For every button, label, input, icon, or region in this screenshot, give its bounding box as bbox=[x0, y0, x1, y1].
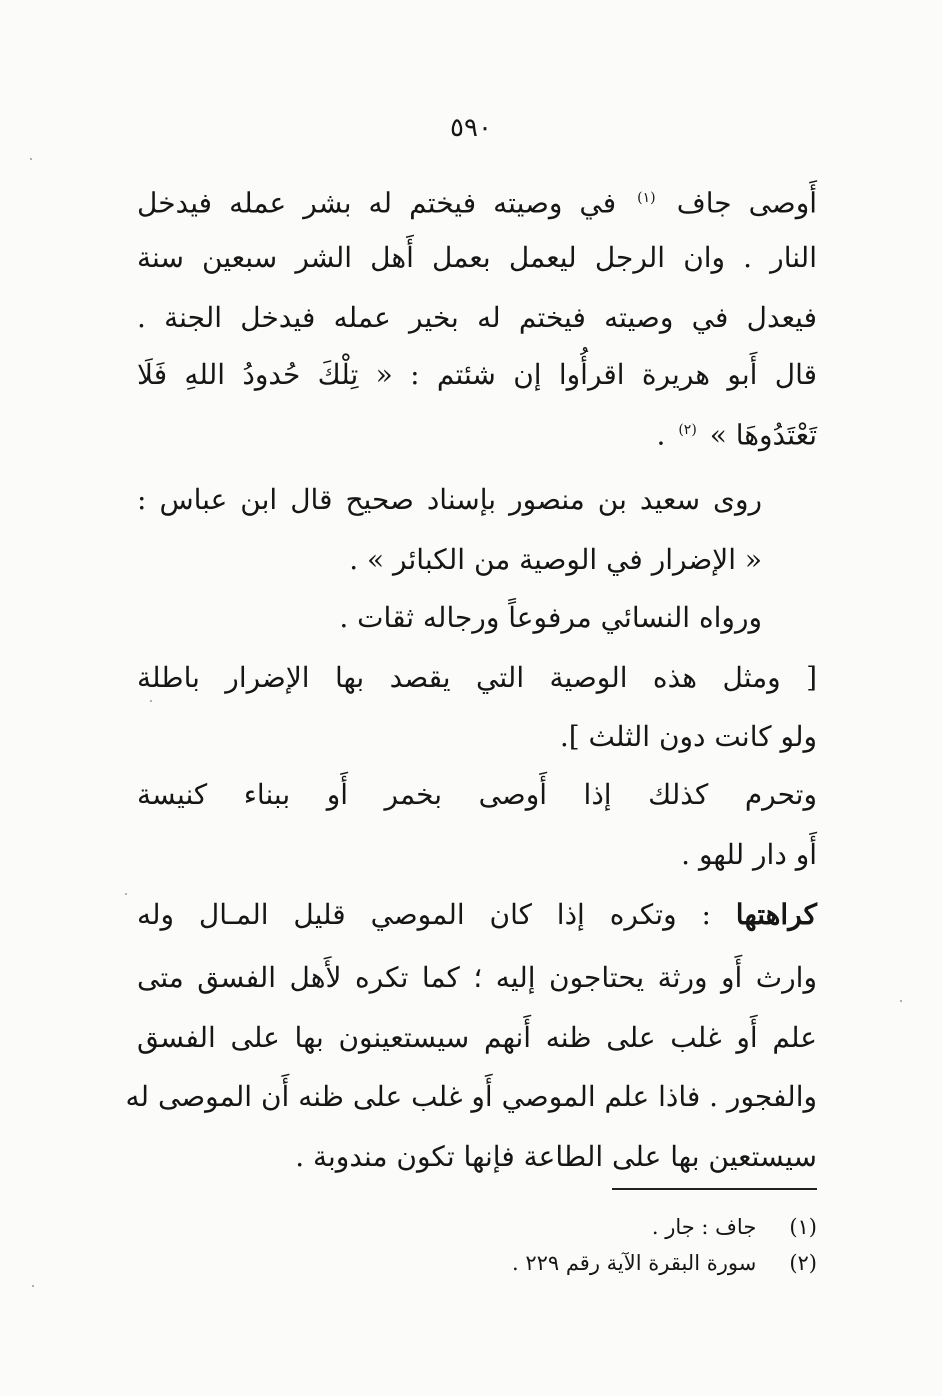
paragraph-1-line-5 bbox=[137, 410, 817, 455]
paragraph-2-line-1: روى سعيد بن منصور بإسناد صحيح قال ابن عباس : bbox=[137, 483, 762, 516]
footnote-ref-2: (٢) bbox=[678, 422, 697, 438]
paragraph-2-line-3: ورواه النسائي مرفوعاً ورجاله ثقات . bbox=[339, 601, 762, 634]
footnote-number: (٢) bbox=[789, 1251, 817, 1275]
footnote-text: جاف : جار . bbox=[651, 1215, 757, 1239]
paragraph-5-line-5: سيستعين بها على الطاعة فإنها تكون مندوبة . bbox=[295, 1140, 817, 1173]
footnote-number: (١) bbox=[789, 1215, 817, 1239]
text-segment: في وصيته فيختم له بشر عمله فيدخل bbox=[137, 186, 617, 220]
text-segment: : وتكره إذا كان الموصي قليل المـال وله bbox=[137, 898, 711, 931]
paragraph-1-line-2: النار . وان الرجل ليعمل بعمل أَهل الشر سبعين سنة bbox=[137, 241, 817, 274]
paragraph-1-line-4: قال أَبو هريرة اقرأُوا إن شئتم : « تِلْكَ حُدودُ اللهِ فَلَا bbox=[137, 358, 817, 391]
scan-speck bbox=[32, 1285, 34, 1287]
paragraph-3-line-2: ولو كانت دون الثلث ]. bbox=[559, 720, 817, 753]
scan-speck bbox=[900, 1000, 902, 1002]
paragraph-3-line-1: [ ومثل هذه الوصية التي يقصد بها الإضرار باطلة bbox=[137, 661, 817, 694]
footnote-ref-1: (١) bbox=[637, 190, 656, 206]
paragraph-5-line-3: علم أَو غلب على ظنه أَنهم سيستعينون بها على الفسق bbox=[137, 1021, 817, 1054]
paragraph-1-line-1 bbox=[137, 178, 817, 223]
paragraph-5-line-4: والفجور . فاذا علم الموصي أَو غلب على ظنه أَن الموصى له bbox=[125, 1080, 817, 1113]
scan-speck bbox=[30, 158, 32, 160]
paragraph-5-line-1 bbox=[137, 895, 817, 935]
paragraph-2-line-2: « الإضرار في الوصية من الكبائر » . bbox=[349, 543, 762, 576]
page-number: ٥٩٠ bbox=[450, 113, 492, 143]
text-segment: أَوصى جاف bbox=[676, 186, 818, 220]
quran-text: تَعْتَدُوهَا » bbox=[709, 418, 817, 452]
footnote-divider bbox=[612, 1188, 817, 1190]
footnote-2 bbox=[137, 1248, 817, 1278]
scan-speck bbox=[150, 700, 152, 702]
footnote-text: سورة البقرة الآية رقم ٢٢٩ . bbox=[511, 1251, 757, 1275]
paragraph-1-line-3: فيعدل في وصيته فيختم له بخير عمله فيدخل الجنة . bbox=[137, 301, 817, 334]
section-heading: كراهتها bbox=[735, 898, 817, 931]
paragraph-4-line-2: أَو دار للهو . bbox=[681, 838, 817, 871]
paragraph-5-line-2: وارث أَو ورثة يحتاجون إليه ؛ كما تكره لأَهل الفسق متى bbox=[137, 961, 817, 994]
text-segment: . bbox=[656, 418, 666, 452]
scan-speck bbox=[125, 893, 127, 895]
paragraph-4-line-1: وتحرم كذلك إذا أَوصى بخمر أَو ببناء كنيسة bbox=[137, 778, 817, 811]
footnote-1 bbox=[137, 1212, 817, 1242]
